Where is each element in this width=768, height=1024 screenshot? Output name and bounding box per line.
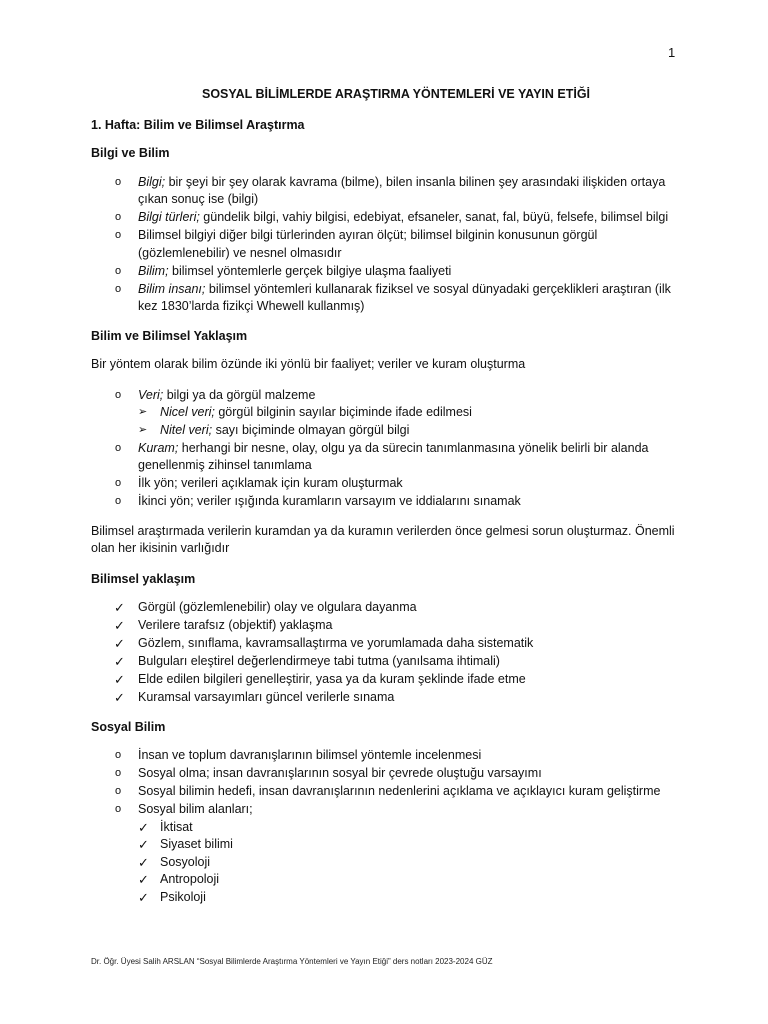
list-item [91, 493, 691, 511]
term: Nicel veri; [160, 405, 215, 419]
footer-note: Dr. Öğr. Üyesi Salih ARSLAN “Sosyal Bilimlerde Araştırma Yöntemleri ve Yayın Etiği” ders notları 2023-2024 GÜZ [91, 957, 493, 966]
definition: bilgi ya da görgül malzeme [163, 387, 316, 402]
check-icon: ✓ [114, 654, 125, 669]
list-item [91, 617, 691, 635]
check-icon: ✓ [114, 618, 125, 633]
arrow-bullet-icon: ➢ [138, 423, 148, 436]
circle-bullet-icon: o [115, 495, 122, 507]
definition: İlk yön; verileri açıklamak için kuram oluşturmak [138, 476, 403, 490]
check-icon: ✓ [138, 889, 149, 905]
arrow-bullet-icon: ➢ [138, 406, 148, 418]
definition: bilimsel yöntemlerle gerçek bilgiye ulaşma faaliyeti [168, 263, 452, 278]
item-text: Gözlem, sınıflama, kavramsallaştırma ve yorumlamada daha sistematik [138, 636, 534, 650]
circle-bullet-icon: o [115, 767, 122, 779]
term: Bilim; [138, 263, 169, 278]
item-text: Sosyal bilim alanları; [138, 802, 253, 816]
definition: gündelik bilgi, vahiy bilgisi, edebiyat, efsaneler, sanat, fal, büyü, felsefe, bilimsel bilgi [199, 210, 669, 224]
circle-bullet-icon: o [115, 229, 122, 241]
check-icon: ✓ [138, 819, 149, 835]
field-name: Siyaset bilimi [160, 837, 233, 851]
list-item [91, 635, 691, 653]
sub-list-item [138, 836, 691, 854]
list-item [91, 653, 691, 671]
field-name: Psikoloji [160, 889, 206, 904]
item-text: Sosyal olma; insan davranışlarının sosyal bir çevrede oluştuğu varsayımı [138, 766, 542, 780]
term: Nitel veri; [160, 422, 213, 437]
check-icon: ✓ [114, 600, 125, 615]
circle-bullet-icon: o [115, 388, 122, 401]
list-item [91, 174, 691, 209]
circle-bullet-icon: o [115, 749, 122, 761]
sub-list-item [138, 422, 691, 440]
list-item [91, 440, 691, 475]
sub-list-item [138, 854, 691, 872]
week-heading: 1. Hafta: Bilim ve Bilimsel Araştırma [91, 117, 305, 132]
list-item [91, 689, 691, 707]
bilgi-ve-bilim-list [91, 174, 691, 316]
circle-bullet-icon: o [115, 282, 122, 295]
list-item [91, 765, 691, 783]
definition: bir şeyi bir şey olarak kavrama (bilme), bilen insanla bilinen şey arasındaki ilişkiden ortaya çıkan sonuç ise (bilgi) [138, 174, 666, 206]
term: Bilim insanı; [138, 281, 206, 296]
list-item [91, 263, 691, 281]
check-icon: ✓ [114, 672, 125, 687]
section-closing-paragraph: Bilimsel araştırmada verilerin kuramdan ya da kuramın verilerden önce gelmesi sorun oluşturmaz. Önemli olan her ikisinin varlığıdır [91, 523, 675, 555]
section-intro: Bir yöntem olarak bilim özünde iki yönlü bir faaliyet; veriler ve kuram oluşturma [91, 357, 526, 371]
field-name: Antropoloji [160, 872, 220, 886]
sub-list-item [138, 871, 691, 889]
document-title: SOSYAL BİLİMLERDE ARAŞTIRMA YÖNTEMLERİ VE YAYIN ETİĞİ [201, 87, 591, 101]
field-name: Sosyoloji [160, 854, 211, 869]
list-item [91, 387, 691, 440]
circle-bullet-icon: o [115, 785, 122, 797]
circle-bullet-icon: o [115, 264, 122, 277]
item-text: Görgül (gözlemlenebilir) olay ve olgulara dayanma [138, 600, 417, 614]
definition: bilimsel yöntemleri kullanarak fiziksel ve sosyal dünyadaki gerçeklikleri araştıran (ilk kez 1830’larda fizikçi Whewell kullanmış) [138, 281, 671, 313]
list-item [91, 599, 691, 617]
circle-bullet-icon: o [115, 175, 122, 188]
document-body [91, 86, 691, 918]
circle-bullet-icon: o [115, 477, 122, 489]
section-heading-bilgi-ve-bilim: Bilgi ve Bilim [91, 146, 170, 160]
list-item [91, 475, 691, 493]
definition: herhangi bir nesne, olay, olgu ya da sürecin tanımlanmasına yönelik belirli bir alanda genellenmiş zihinsel tanımlama [138, 440, 649, 472]
term: Bilgi; [138, 174, 166, 189]
sosyal-bilim-list [91, 747, 691, 906]
check-icon: ✓ [114, 690, 125, 705]
term: Veri; [138, 387, 164, 402]
item-text: İnsan ve toplum davranışlarının bilimsel yöntemle incelenmesi [138, 748, 482, 762]
page-number: 1 [668, 45, 676, 60]
sub-list-item [138, 404, 691, 422]
list-item [91, 801, 691, 906]
circle-bullet-icon: o [115, 803, 122, 815]
list-item [91, 209, 691, 227]
section-heading-bilimsel-yaklasim-list: Bilimsel yaklaşım [91, 571, 196, 586]
item-text: Sosyal bilimin hedefi, insan davranışlarının nedenlerini açıklama ve açıklayıcı kuram geliştirme [138, 784, 661, 798]
check-icon: ✓ [138, 872, 149, 887]
sub-list-item [138, 889, 691, 907]
check-icon: ✓ [138, 837, 149, 852]
check-icon: ✓ [114, 636, 125, 651]
veri-sub-list [138, 404, 691, 439]
section-heading-sosyal-bilim: Sosyal Bilim [91, 719, 166, 734]
bilimsel-yaklasim-list [91, 599, 691, 707]
term: Kuram; [138, 440, 179, 455]
list-item [91, 783, 691, 801]
item-text: Bulguları eleştirel değerlendirmeye tabi tutma (yanılsama ihtimali) [138, 654, 500, 668]
definition: görgül bilginin sayılar biçiminde ifade edilmesi [214, 405, 472, 419]
circle-bullet-icon: o [115, 211, 122, 223]
list-item [91, 671, 691, 689]
item-text: Verilere tarafsız (objektif) yaklaşma [138, 618, 333, 632]
list-item [91, 747, 691, 765]
item-text: Kuramsal varsayımları güncel verilerle sınama [138, 690, 395, 704]
sub-list-item [138, 819, 691, 837]
definition: Bilimsel bilgiyi diğer bilgi türlerinden ayıran ölçüt; bilimsel bilginin konusunun görgül (gözlemlenebilir) ve nesnel olmasıdır [138, 228, 598, 260]
term: Bilgi türleri; [138, 210, 200, 224]
check-icon: ✓ [138, 854, 149, 870]
circle-bullet-icon: o [115, 441, 122, 454]
field-name: İktisat [160, 819, 193, 834]
list-item [91, 281, 691, 316]
section-heading-bilimsel-yaklasim: Bilim ve Bilimsel Yaklaşım [91, 328, 248, 343]
bilim-yaklasim-list [91, 387, 691, 511]
item-text: Elde edilen bilgileri genelleştirir, yasa ya da kuram şeklinde ifade etme [138, 672, 526, 686]
definition: sayı biçiminde olmayan görgül bilgi [212, 422, 410, 437]
sosyal-bilim-fields-list [138, 819, 691, 907]
definition: İkinci yön; veriler ışığında kuramların varsayım ve iddialarını sınamak [138, 494, 521, 508]
list-item [91, 227, 691, 262]
